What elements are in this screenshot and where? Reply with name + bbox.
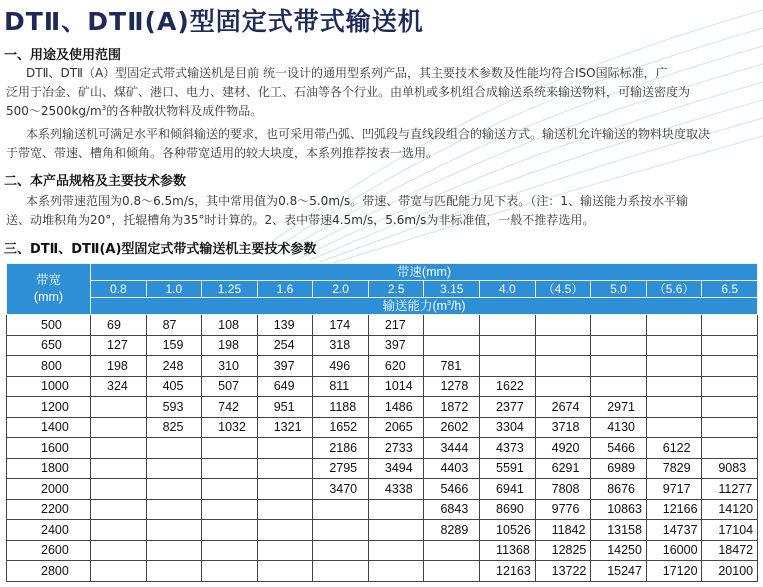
capacity-cell: 397	[257, 356, 313, 377]
capacity-cell: 742	[202, 397, 258, 418]
capacity-cell: 4338	[368, 479, 424, 500]
capacity-cell	[257, 540, 313, 561]
capacity-cell: 248	[146, 356, 202, 377]
table-row	[7, 479, 758, 500]
capacity-cell: 87	[146, 315, 202, 336]
table-row	[7, 520, 758, 541]
capacity-cell: 1872	[424, 397, 480, 418]
capacity-cell	[146, 520, 202, 541]
capacity-cell	[424, 335, 480, 356]
section-2-para-line-1: 本系列带速范围为0.8～6.5m/s，其中常用值为0.8～5.0m/s。带速、带宽与匹配能力见下表。（注：1、输送能力系按水平输	[26, 194, 688, 208]
capacity-cell: 17120	[646, 561, 702, 582]
capacity-cell: 6843	[424, 499, 480, 520]
capacity-cell: 5466	[424, 479, 480, 500]
capacity-cell	[202, 561, 258, 582]
capacity-cell	[646, 356, 702, 377]
table-row	[7, 499, 758, 520]
table-row	[7, 376, 758, 397]
table-row	[7, 315, 758, 336]
capacity-cell	[202, 458, 258, 479]
capacity-cell: 1278	[424, 376, 480, 397]
table-row	[7, 540, 758, 561]
capacity-cell	[368, 540, 424, 561]
capacity-cell	[257, 520, 313, 541]
capacity-cell: 620	[368, 356, 424, 377]
capacity-cell: 10863	[591, 499, 647, 520]
speed-header-cell: 3.15	[424, 281, 480, 298]
capacity-cell: 310	[202, 356, 258, 377]
capacity-cell: 8289	[424, 520, 480, 541]
capacity-cell	[535, 335, 591, 356]
capacity-cell	[591, 315, 647, 336]
capacity-cell: 20100	[702, 561, 758, 582]
capacity-cell: 174	[313, 315, 369, 336]
capacity-cell: 507	[202, 376, 258, 397]
capacity-cell	[646, 335, 702, 356]
belt-width-cell: 1600	[7, 438, 91, 459]
speed-header-cell: 2.5	[368, 281, 424, 298]
capacity-cell: 11842	[535, 520, 591, 541]
capacity-cell	[702, 397, 758, 418]
speed-header-cell: 1.0	[146, 281, 202, 298]
capacity-cell	[313, 561, 369, 582]
belt-width-cell: 1800	[7, 458, 91, 479]
capacity-cell: 127	[91, 335, 147, 356]
capacity-cell	[535, 376, 591, 397]
belt-width-cell: 2000	[7, 479, 91, 500]
capacity-cell: 6122	[646, 438, 702, 459]
capacity-cell: 1652	[313, 417, 369, 438]
capacity-cell	[202, 438, 258, 459]
capacity-cell	[702, 315, 758, 336]
belt-width-cell: 2600	[7, 540, 91, 561]
capacity-cell	[646, 417, 702, 438]
capacity-cell: 18472	[702, 540, 758, 561]
section-2-heading: 二、本产品规格及主要技术参数	[4, 174, 187, 189]
capacity-cell: 139	[257, 315, 313, 336]
capacity-cell	[146, 438, 202, 459]
capacity-cell	[146, 499, 202, 520]
capacity-cell: 6941	[480, 479, 536, 500]
capacity-cell: 3470	[313, 479, 369, 500]
capacity-cell: 951	[257, 397, 313, 418]
capacity-cell: 781	[424, 356, 480, 377]
capacity-cell	[257, 499, 313, 520]
capacity-cell	[202, 520, 258, 541]
capacity-cell	[702, 417, 758, 438]
speed-header-cell: 6.5	[702, 281, 758, 298]
capacity-cell	[702, 438, 758, 459]
capacity-cell	[91, 479, 147, 500]
capacity-cell: 5591	[480, 458, 536, 479]
capacity-cell: 649	[257, 376, 313, 397]
capacity-cell: 13158	[591, 520, 647, 541]
capacity-cell	[368, 561, 424, 582]
capacity-cell	[91, 561, 147, 582]
capacity-cell: 9083	[702, 458, 758, 479]
page-title: DTⅡ、DTⅡ(A)型固定式带式输送机	[4, 7, 424, 36]
speed-header-cell: （4.5）	[535, 281, 591, 298]
table-row	[7, 561, 758, 582]
belt-speed-header: 带速(mm)	[91, 264, 758, 281]
table-row	[7, 438, 758, 459]
belt-width-cell: 2800	[7, 561, 91, 582]
speed-header-cell: 1.25	[202, 281, 258, 298]
capacity-cell: 318	[313, 335, 369, 356]
technical-parameters-table	[6, 263, 758, 582]
capacity-cell	[424, 561, 480, 582]
capacity-cell: 13722	[535, 561, 591, 582]
capacity-cell: 12166	[646, 499, 702, 520]
speed-header-cell: 4.0	[480, 281, 536, 298]
capacity-cell: 5466	[591, 438, 647, 459]
capacity-cell	[91, 520, 147, 541]
capacity-cell: 9717	[646, 479, 702, 500]
capacity-cell	[146, 540, 202, 561]
capacity-cell	[91, 499, 147, 520]
section-1-heading: 一、用途及使用范围	[4, 48, 122, 63]
capacity-cell: 14737	[646, 520, 702, 541]
belt-width-cell: 1400	[7, 417, 91, 438]
capacity-cell: 14250	[591, 540, 647, 561]
capacity-cell: 6291	[535, 458, 591, 479]
capacity-cell: 254	[257, 335, 313, 356]
capacity-cell: 2186	[313, 438, 369, 459]
capacity-cell: 3444	[424, 438, 480, 459]
capacity-cell: 17104	[702, 520, 758, 541]
capacity-cell: 2377	[480, 397, 536, 418]
capacity-cell: 3304	[480, 417, 536, 438]
belt-width-cell: 2200	[7, 499, 91, 520]
table-row	[7, 458, 758, 479]
section-1-para-2-line-2: 于带宽、带速、槽角和倾角。各种带宽适用的较大块度，本系列推荐按表一选用。	[6, 146, 439, 160]
speed-header-cell: 0.8	[91, 281, 147, 298]
capacity-cell	[202, 499, 258, 520]
capacity-cell: 217	[368, 315, 424, 336]
capacity-cell: 1321	[257, 417, 313, 438]
capacity-cell: 8676	[591, 479, 647, 500]
belt-width-cell: 2400	[7, 520, 91, 541]
capacity-cell: 2733	[368, 438, 424, 459]
capacity-cell: 6989	[591, 458, 647, 479]
speed-header-cell: 1.6	[257, 281, 313, 298]
capacity-cell	[424, 315, 480, 336]
belt-width-cell: 800	[7, 356, 91, 377]
capacity-cell: 1032	[202, 417, 258, 438]
belt-width-cell: 650	[7, 335, 91, 356]
capacity-cell	[702, 335, 758, 356]
capacity-cell: 7829	[646, 458, 702, 479]
speed-values-row	[7, 281, 758, 298]
capacity-cell	[702, 356, 758, 377]
speed-header-cell: （5.6）	[646, 281, 702, 298]
capacity-cell	[257, 561, 313, 582]
speed-header-cell: 2.0	[313, 281, 369, 298]
capacity-cell	[146, 479, 202, 500]
section-1-para-1-line-2: 泛用于冶金、矿山、煤矿、港口、电力、建材、化工、石油等各个行业。由单机或多机组合成输送系统来输送物料，可输送密度为	[6, 85, 691, 99]
capacity-cell: 811	[313, 376, 369, 397]
capacity-cell	[202, 479, 258, 500]
capacity-cell	[424, 540, 480, 561]
capacity-cell	[91, 417, 147, 438]
section-1-para-2-line-1: 本系列输送机可满足水平和倾斜输送的要求，也可采用带凸弧、凹弧段与直线段组合的输送方式。输送机允许输送的物料块度取决	[26, 127, 711, 141]
capacity-cell	[313, 499, 369, 520]
table-row	[7, 417, 758, 438]
capacity-cell: 3494	[368, 458, 424, 479]
capacity-cell: 15247	[591, 561, 647, 582]
capacity-cell	[535, 356, 591, 377]
capacity-cell	[91, 458, 147, 479]
capacity-cell: 2674	[535, 397, 591, 418]
capacity-cell	[591, 335, 647, 356]
capacity-cell: 10526	[480, 520, 536, 541]
capacity-cell	[257, 458, 313, 479]
section-1-para-1-line-3: $500\sim 2500kg/m^3$的各种散状物料及成件物品。	[6, 104, 263, 118]
capacity-cell	[480, 315, 536, 336]
capacity-cell: 1622	[480, 376, 536, 397]
capacity-cell: 11277	[702, 479, 758, 500]
belt-width-cell: 1000	[7, 376, 91, 397]
section-3-heading: 三、DTⅡ、DTⅡ(A)型固定式带式输送机主要技术参数	[4, 242, 317, 257]
capacity-cell	[480, 356, 536, 377]
capacity-cell: 9776	[535, 499, 591, 520]
capacity-cell: 405	[146, 376, 202, 397]
capacity-cell	[91, 397, 147, 418]
capacity-cell: 593	[146, 397, 202, 418]
table-row	[7, 397, 758, 418]
belt-width-cell: 500	[7, 315, 91, 336]
belt-width-cell: 1200	[7, 397, 91, 418]
capacity-cell	[591, 356, 647, 377]
capacity-cell	[368, 499, 424, 520]
capacity-cell: 4130	[591, 417, 647, 438]
capacity-cell: 324	[91, 376, 147, 397]
capacity-cell: 198	[91, 356, 147, 377]
capacity-cell	[257, 438, 313, 459]
belt-width-header: 带宽 (mm)	[7, 264, 91, 315]
table-row	[7, 356, 758, 377]
capacity-cell	[702, 376, 758, 397]
capacity-cell	[313, 540, 369, 561]
capacity-cell	[646, 397, 702, 418]
section-1-para-1-line-1: DTⅡ、DTⅡ（A）型固定式带式输送机是目前 统一设计的通用型系列产品，其主要技术参数及性能均符合ISO国际标准，广	[26, 66, 668, 80]
capacity-cell: 8690	[480, 499, 536, 520]
capacity-cell: 1188	[313, 397, 369, 418]
capacity-cell	[591, 376, 647, 397]
capacity-cell: 397	[368, 335, 424, 356]
speed-header-cell: 5.0	[591, 281, 647, 298]
capacity-cell: 4920	[535, 438, 591, 459]
capacity-cell	[313, 520, 369, 541]
capacity-header: 输送能力$(m^3/h)$	[91, 298, 758, 315]
capacity-cell: 12163	[480, 561, 536, 582]
section-2-para-line-2: 送、动堆积角为20°，托辊槽角为35°时计算的。2、表中带速4.5m/s，5.6m/s为非标准值，一般不推荐选用。	[6, 213, 595, 227]
capacity-cell: 2065	[368, 417, 424, 438]
capacity-cell: 16000	[646, 540, 702, 561]
capacity-cell: 496	[313, 356, 369, 377]
capacity-cell: 108	[202, 315, 258, 336]
capacity-cell	[146, 561, 202, 582]
capacity-cell	[535, 315, 591, 336]
capacity-cell	[480, 335, 536, 356]
capacity-cell: 12825	[535, 540, 591, 561]
capacity-cell: 4403	[424, 458, 480, 479]
capacity-cell	[146, 458, 202, 479]
capacity-cell	[646, 376, 702, 397]
capacity-cell: 7808	[535, 479, 591, 500]
capacity-cell: 825	[146, 417, 202, 438]
capacity-cell: 69	[91, 315, 147, 336]
capacity-cell	[646, 315, 702, 336]
capacity-cell: 1014	[368, 376, 424, 397]
capacity-cell: 2971	[591, 397, 647, 418]
capacity-cell	[91, 540, 147, 561]
capacity-cell: 198	[202, 335, 258, 356]
capacity-cell: 159	[146, 335, 202, 356]
capacity-cell: 14120	[702, 499, 758, 520]
capacity-cell: 1486	[368, 397, 424, 418]
capacity-cell: 4373	[480, 438, 536, 459]
capacity-cell: 11368	[480, 540, 536, 561]
table-row	[7, 335, 758, 356]
capacity-cell	[257, 479, 313, 500]
capacity-cell: 2602	[424, 417, 480, 438]
capacity-cell: 2795	[313, 458, 369, 479]
capacity-cell	[91, 438, 147, 459]
capacity-cell	[368, 520, 424, 541]
capacity-cell: 3718	[535, 417, 591, 438]
capacity-cell	[202, 540, 258, 561]
